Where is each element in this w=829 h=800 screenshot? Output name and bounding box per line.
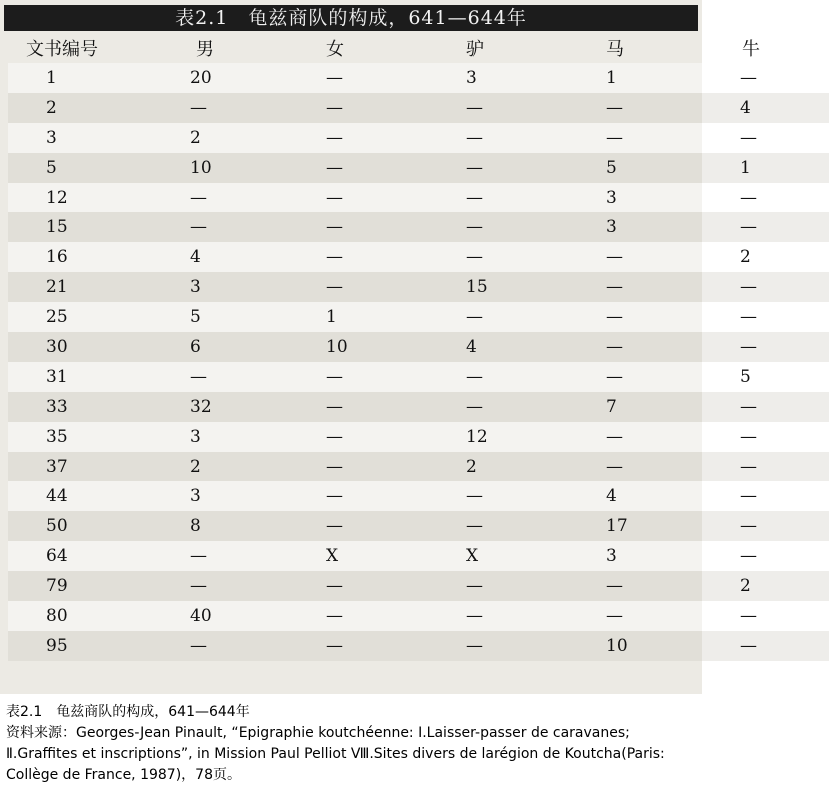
table-cell: 10 [306, 332, 441, 362]
table-cell: — [306, 481, 441, 511]
header-doc-number: 文书编号 [26, 39, 98, 60]
table-cell: 32 [176, 392, 306, 422]
table-cell: — [441, 481, 576, 511]
table-cell: 3 [176, 481, 306, 511]
table-cell: — [176, 183, 306, 213]
table-cell: 40 [176, 601, 306, 631]
table-cell: X [306, 541, 441, 571]
table-cell: 15 [441, 272, 576, 302]
table-cell: 1 [576, 63, 724, 93]
table-cell: — [306, 93, 441, 123]
table-cell: 10 [576, 631, 724, 661]
table-cell: — [176, 631, 306, 661]
table-cell: — [724, 183, 829, 213]
table-cell: 5 [8, 153, 176, 183]
table-cell: 79 [8, 571, 176, 601]
table-cell: — [724, 541, 829, 571]
table-cell: 30 [8, 332, 176, 362]
table-cell: 3 [8, 123, 176, 153]
table-cell: 3 [576, 183, 724, 213]
table-cell: 2 [724, 571, 829, 601]
table-row [8, 183, 829, 213]
table-cell: 21 [8, 272, 176, 302]
table-cell: — [306, 63, 441, 93]
table-cell: 8 [176, 511, 306, 541]
table-cell: 2 [8, 93, 176, 123]
table-row [8, 541, 829, 571]
table-cell: 5 [724, 362, 829, 392]
table-cell: — [576, 571, 724, 601]
table-cell: — [724, 302, 829, 332]
header-horses: 马 [606, 39, 624, 60]
table-cell: 37 [8, 452, 176, 482]
table-cell: 4 [576, 481, 724, 511]
table-cell: 4 [176, 242, 306, 272]
table-cell: 16 [8, 242, 176, 272]
table-cell: — [306, 392, 441, 422]
table-cell: 4 [724, 93, 829, 123]
table-cell: 4 [441, 332, 576, 362]
table-cell: 95 [8, 631, 176, 661]
table-cell: — [441, 601, 576, 631]
table-cell: 12 [441, 422, 576, 452]
table-cell: 35 [8, 422, 176, 452]
table-title-bar [4, 5, 698, 31]
table-cell: 20 [176, 63, 306, 93]
table-cell: 1 [8, 63, 176, 93]
table-cell: — [441, 212, 576, 242]
table-cell: — [441, 153, 576, 183]
caption-source: 资料来源：Georges-Jean Pinault, “Epigraphie koutchéenne: Ⅰ.Laisser-passer de caravanes; Ⅱ.Graffites et inscriptions”, in Mission Paul Pelliot Ⅷ.Sites divers de larégion de Koutcha(Paris: Collège de France, 1987)，78页。 [6, 725, 665, 783]
table-cell: — [441, 302, 576, 332]
table-row [8, 601, 829, 631]
table-cell: — [724, 481, 829, 511]
table-cell: 3 [441, 63, 576, 93]
table-cell: — [724, 392, 829, 422]
table-cell: — [576, 123, 724, 153]
table-cell: 7 [576, 392, 724, 422]
table-cell: — [441, 392, 576, 422]
table-cell: 44 [8, 481, 176, 511]
table-row [8, 93, 829, 123]
table-cell: 80 [8, 601, 176, 631]
table-cell: — [306, 422, 441, 452]
table-cell: — [306, 183, 441, 213]
table-cell: — [724, 123, 829, 153]
table-cell: — [306, 631, 441, 661]
table-cell: 1 [724, 153, 829, 183]
table-cell: — [441, 362, 576, 392]
table-cell: 2 [441, 452, 576, 482]
table-row [8, 571, 829, 601]
table-cell: 3 [576, 541, 724, 571]
table-cell: — [306, 452, 441, 482]
table-cell: 6 [176, 332, 306, 362]
table-cell: — [306, 362, 441, 392]
table-cell: — [306, 272, 441, 302]
table-cell: — [576, 272, 724, 302]
table-cell: — [441, 183, 576, 213]
table-row [8, 362, 829, 392]
table-cell: 31 [8, 362, 176, 392]
table-cell: — [724, 212, 829, 242]
table-cell: — [441, 242, 576, 272]
caption-title: 表2.1 龟兹商队的构成，641—644年 [6, 704, 250, 720]
table-cell: — [306, 571, 441, 601]
table-cell: — [441, 93, 576, 123]
table-cell: — [724, 272, 829, 302]
table-row [8, 392, 829, 422]
table-cell: — [441, 571, 576, 601]
table-cell: 3 [576, 212, 724, 242]
header-row [8, 33, 829, 63]
table-cell: — [306, 123, 441, 153]
table-cell: — [724, 631, 829, 661]
table-row [8, 212, 829, 242]
table-title: 表2.1 龟兹商队的构成，641—644年 [175, 7, 527, 29]
caravan-table [8, 33, 829, 661]
table-cell: 50 [8, 511, 176, 541]
table-row [8, 123, 829, 153]
table-row [8, 511, 829, 541]
table-cell: — [176, 362, 306, 392]
table-cell: — [176, 93, 306, 123]
caption [6, 702, 696, 786]
table-cell: — [306, 212, 441, 242]
table-row [8, 153, 829, 183]
table-body [8, 63, 829, 661]
table-cell: 25 [8, 302, 176, 332]
table-row [8, 242, 829, 272]
table-cell: 3 [176, 422, 306, 452]
table-cell: — [724, 511, 829, 541]
table-cell: — [576, 302, 724, 332]
table-cell: 17 [576, 511, 724, 541]
table-cell: — [306, 153, 441, 183]
table-cell: — [576, 332, 724, 362]
table-cell: — [176, 571, 306, 601]
table-row [8, 63, 829, 93]
table-cell: — [724, 452, 829, 482]
table-row [8, 452, 829, 482]
table-cell: — [576, 601, 724, 631]
table-row [8, 302, 829, 332]
table-row [8, 422, 829, 452]
table-cell: — [576, 93, 724, 123]
table-cell: — [306, 601, 441, 631]
table-cell: — [576, 452, 724, 482]
table-cell: 10 [176, 153, 306, 183]
table-cell: — [176, 212, 306, 242]
table-cell: 2 [724, 242, 829, 272]
header-donkeys: 驴 [466, 39, 484, 60]
table-cell: 33 [8, 392, 176, 422]
table-cell: — [176, 541, 306, 571]
table-cell: — [724, 601, 829, 631]
table-cell: — [306, 242, 441, 272]
table-cell: — [724, 422, 829, 452]
table-cell: 64 [8, 541, 176, 571]
table-cell: — [576, 242, 724, 272]
table-row [8, 272, 829, 302]
table-cell: — [441, 123, 576, 153]
table-cell: 2 [176, 452, 306, 482]
table-row [8, 631, 829, 661]
table-row [8, 481, 829, 511]
table-cell: — [724, 332, 829, 362]
table-cell: — [441, 631, 576, 661]
table-cell: 1 [306, 302, 441, 332]
table-cell: — [724, 63, 829, 93]
header-women: 女 [326, 39, 344, 60]
table-cell: X [441, 541, 576, 571]
table-cell: — [441, 511, 576, 541]
table-cell: 15 [8, 212, 176, 242]
table-cell: 2 [176, 123, 306, 153]
table-cell: 12 [8, 183, 176, 213]
table-cell: — [306, 511, 441, 541]
table-cell: — [576, 362, 724, 392]
header-cattle: 牛 [742, 39, 760, 60]
header-men: 男 [196, 39, 214, 60]
table-row [8, 332, 829, 362]
table-cell: 3 [176, 272, 306, 302]
table-cell: — [576, 422, 724, 452]
table-cell: 5 [176, 302, 306, 332]
table-cell: 5 [576, 153, 724, 183]
